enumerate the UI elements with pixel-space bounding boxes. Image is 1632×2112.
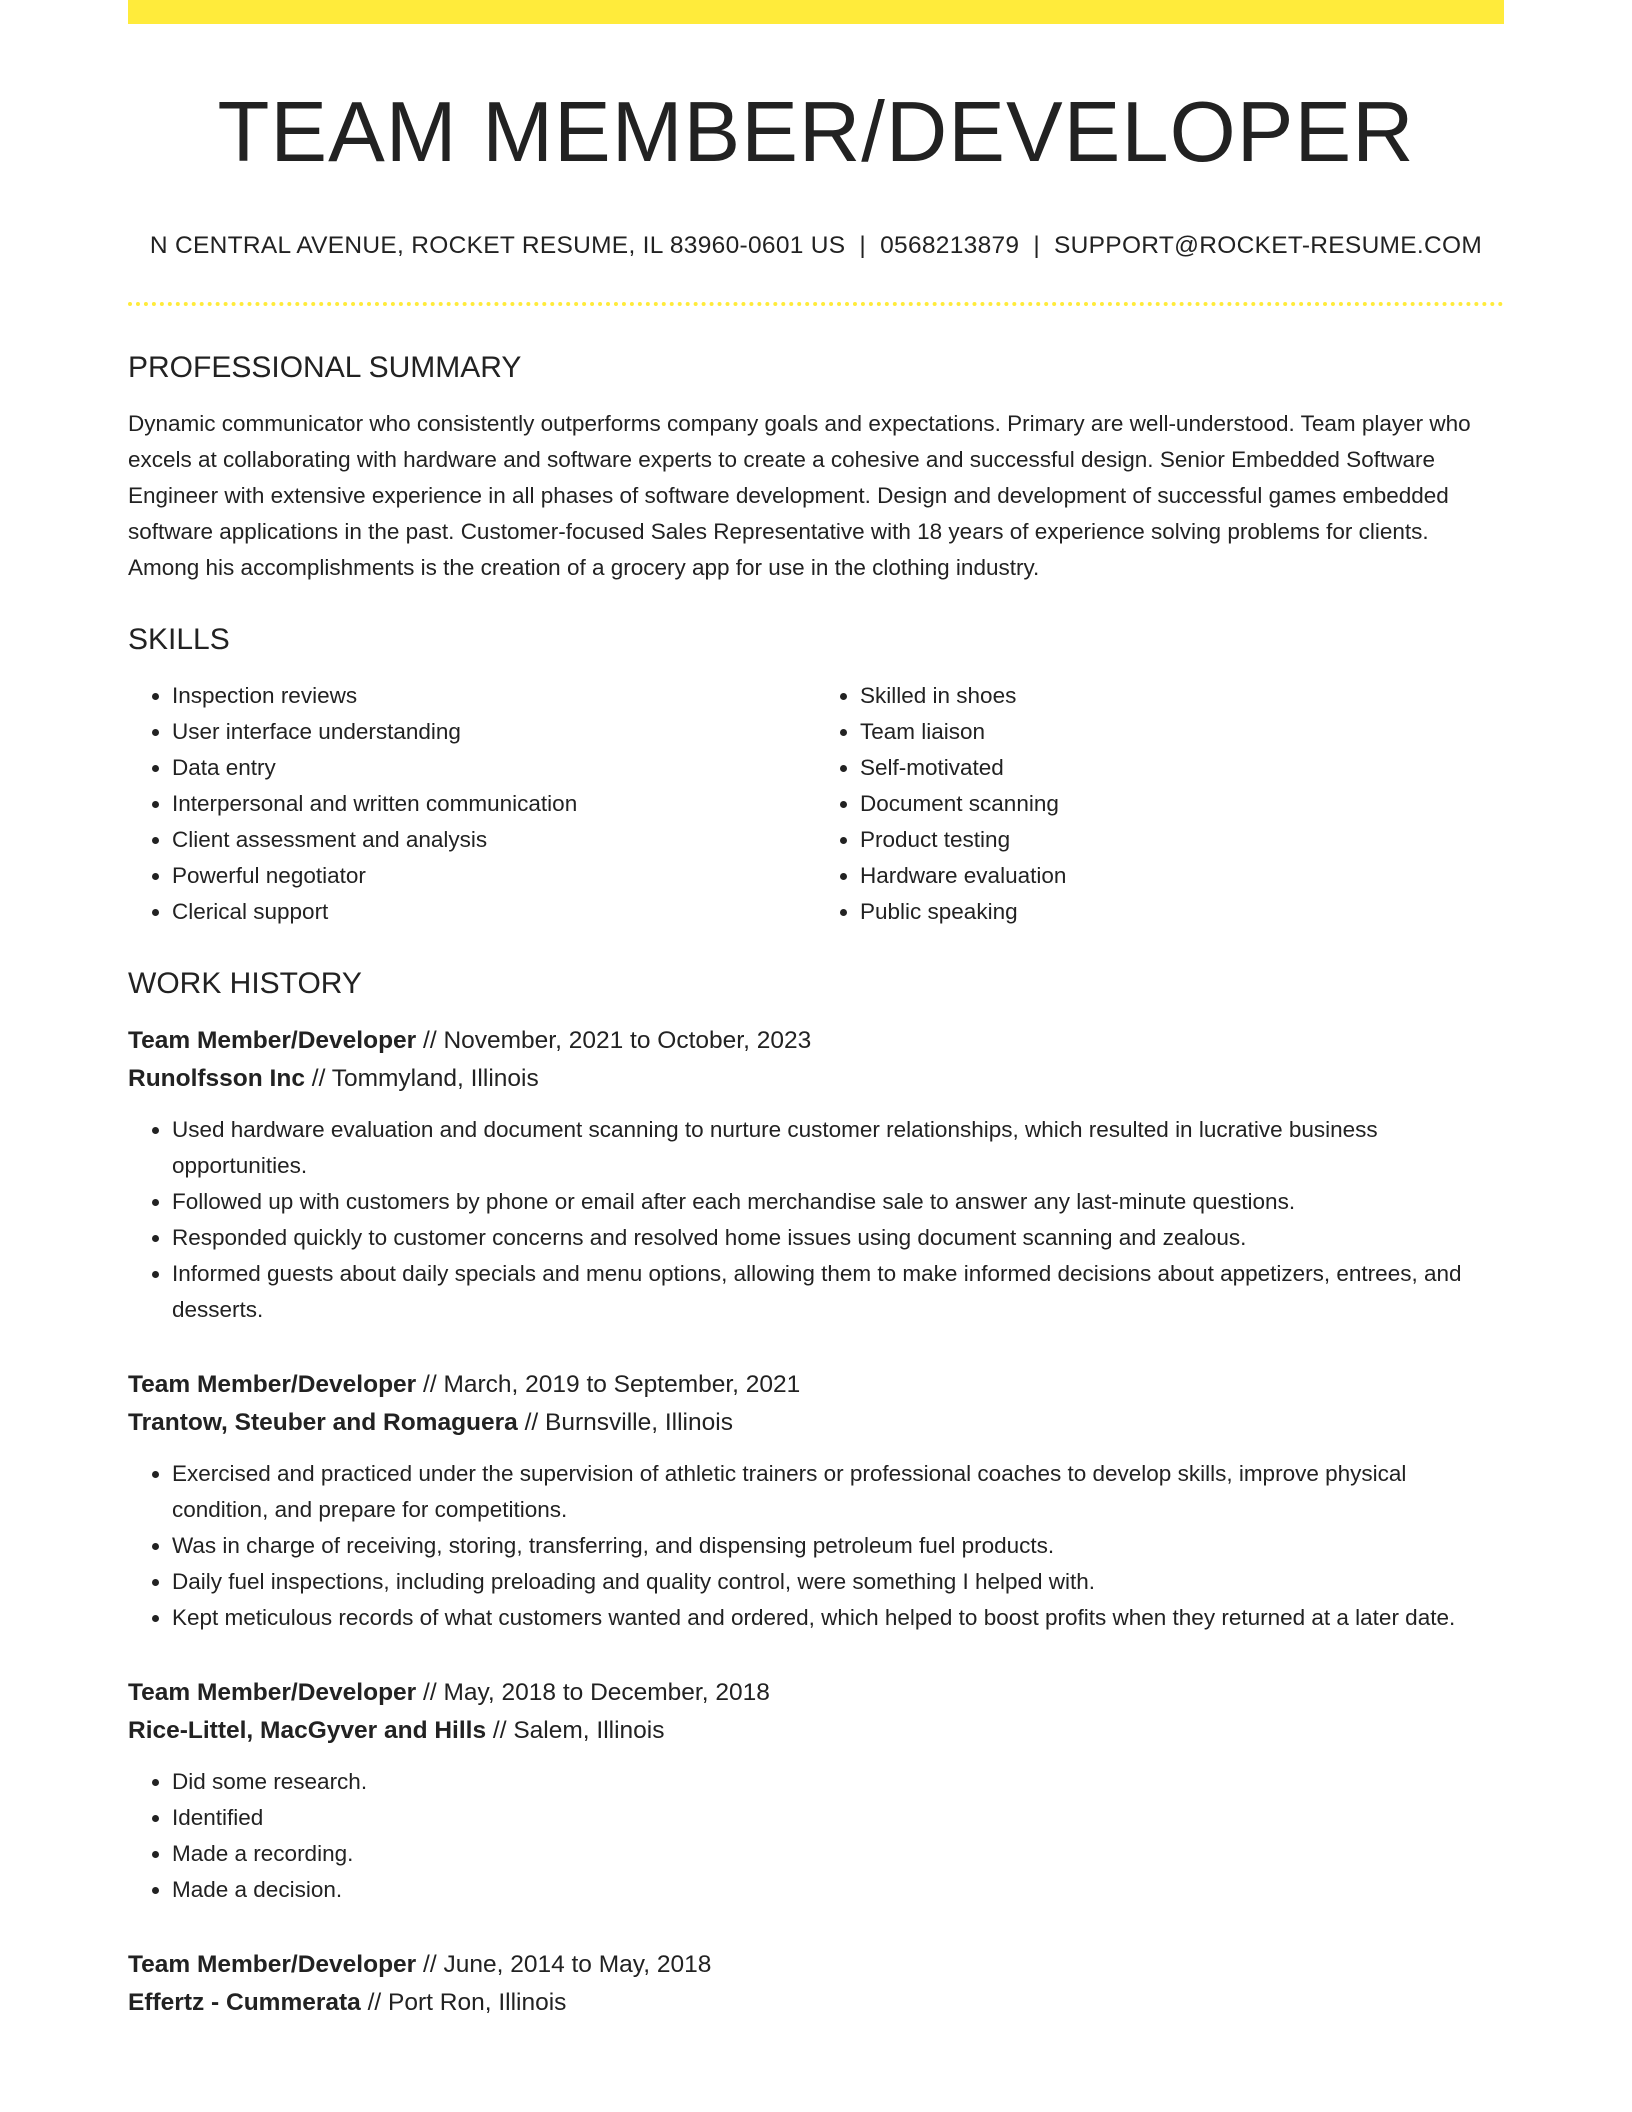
job-role: Team Member/Developer <box>128 1678 417 1706</box>
skill-item: • Inspection reviews <box>172 678 816 714</box>
contact-separator: | <box>1033 232 1041 259</box>
work-history-section-title: WORK HISTORY <box>128 966 362 1000</box>
job-bullet: • Responded quickly to customer concerns and resolved home issues using document scanning and zealous. <box>172 1220 1504 1256</box>
job-bullet: • Made a decision. <box>172 1872 1504 1908</box>
job-location: // Port Ron, Illinois <box>367 1988 567 2016</box>
job-entry <box>128 1366 1504 1636</box>
skill-item: • Self-motivated <box>860 750 1504 786</box>
skill-item: • Clerical support <box>172 894 816 930</box>
job-bullet: • Was in charge of receiving, storing, transferring, and dispensing petroleum fuel products. <box>172 1528 1504 1564</box>
contact-address: N CENTRAL AVENUE, ROCKET RESUME, IL 83960-0601 US <box>149 232 846 259</box>
contact-phone: 0568213879 <box>880 232 1020 259</box>
job-location: // Burnsville, Illinois <box>524 1408 733 1436</box>
job-bullets <box>128 1764 1504 1908</box>
skills-columns <box>128 678 1504 930</box>
job-role: Team Member/Developer <box>128 1950 417 1978</box>
skill-item: • User interface understanding <box>172 714 816 750</box>
job-bullet: • Did some research. <box>172 1764 1504 1800</box>
skill-item: • Document scanning <box>860 786 1504 822</box>
job-bullet: • Followed up with customers by phone or email after each merchandise sale to answer any last-minute questions. <box>172 1184 1504 1220</box>
job-dates: // June, 2014 to May, 2018 <box>423 1950 712 1978</box>
summary-section-title: PROFESSIONAL SUMMARY <box>128 350 522 384</box>
skill-item: • Hardware evaluation <box>860 858 1504 894</box>
job-company: Trantow, Steuber and Romaguera <box>128 1408 518 1436</box>
job-bullets <box>128 1456 1504 1636</box>
job-role-line <box>128 1674 1504 1712</box>
job-bullet: • Identified <box>172 1800 1504 1836</box>
job-dates: // November, 2021 to October, 2023 <box>423 1026 812 1054</box>
contact-line <box>128 230 1504 262</box>
skills-list-left <box>128 678 816 930</box>
summary-text: Dynamic communicator who consistently outperforms company goals and expectations. Primary are well-understood. Team player who excels at collaborating with hardware and software experts to create a cohesive and successful design. Senior Embedded Software Engineer with extensive experience in all phases of software development. Design and development of successful games embedded software applications in the past. Customer-focused Sales Representative with 18 years of experience solving problems for clients. Among his accomplishments is the creation of a grocery app for use in the clothing industry. <box>128 410 1471 580</box>
job-dates: // May, 2018 to December, 2018 <box>423 1678 770 1706</box>
skill-item: • Team liaison <box>860 714 1504 750</box>
job-location: // Salem, Illinois <box>492 1716 665 1744</box>
skill-item: • Powerful negotiator <box>172 858 816 894</box>
skill-item: • Interpersonal and written communication <box>172 786 816 822</box>
accent-top-bar <box>128 0 1504 24</box>
skill-item: • Product testing <box>860 822 1504 858</box>
skill-item: • Public speaking <box>860 894 1504 930</box>
job-entry <box>128 1022 1504 1328</box>
job-role-line <box>128 1366 1504 1404</box>
job-entry <box>128 1674 1504 1908</box>
job-bullets <box>128 1112 1504 1328</box>
job-bullet: • Exercised and practiced under the supervision of athletic trainers or professional coaches to develop skills, improve physical condition, and prepare for competitions. <box>172 1456 1504 1528</box>
job-company: Effertz - Cummerata <box>128 1988 361 2016</box>
contact-email: SUPPORT@ROCKET-RESUME.COM <box>1054 232 1483 259</box>
job-bullet: • Informed guests about daily specials and menu options, allowing them to make informed decisions about appetizers, entrees, and desserts. <box>172 1256 1504 1328</box>
job-company-line <box>128 1984 1504 2022</box>
job-role-line <box>128 1946 1504 1984</box>
job-bullet: • Kept meticulous records of what customers wanted and ordered, which helped to boost profits when they returned at a later date. <box>172 1600 1504 1636</box>
dotted-divider <box>128 302 1504 306</box>
contact-separator: | <box>859 232 867 259</box>
job-company-line <box>128 1404 1504 1442</box>
skill-item: • Skilled in shoes <box>860 678 1504 714</box>
resume-page <box>128 0 1504 2022</box>
job-company: Rice-Littel, MacGyver and Hills <box>128 1716 487 1744</box>
job-entry <box>128 1946 1504 2022</box>
job-role: Team Member/Developer <box>128 1026 417 1054</box>
skills-section-title: SKILLS <box>128 622 230 656</box>
resume-name-heading: TEAM MEMBER/DEVELOPER <box>217 85 1415 180</box>
job-dates: // March, 2019 to September, 2021 <box>423 1370 801 1398</box>
job-company: Runolfsson Inc <box>128 1064 305 1092</box>
job-location: // Tommyland, Illinois <box>311 1064 539 1092</box>
job-company-line <box>128 1060 1504 1098</box>
job-bullet: • Daily fuel inspections, including preloading and quality control, were something I helped with. <box>172 1564 1504 1600</box>
skill-item: • Client assessment and analysis <box>172 822 816 858</box>
job-bullet: • Made a recording. <box>172 1836 1504 1872</box>
skill-item: • Data entry <box>172 750 816 786</box>
job-role: Team Member/Developer <box>128 1370 417 1398</box>
job-role-line <box>128 1022 1504 1060</box>
job-company-line <box>128 1712 1504 1750</box>
skills-list-right <box>816 678 1504 930</box>
job-bullet: • Used hardware evaluation and document scanning to nurture customer relationships, which resulted in lucrative business opportunities. <box>172 1112 1504 1184</box>
